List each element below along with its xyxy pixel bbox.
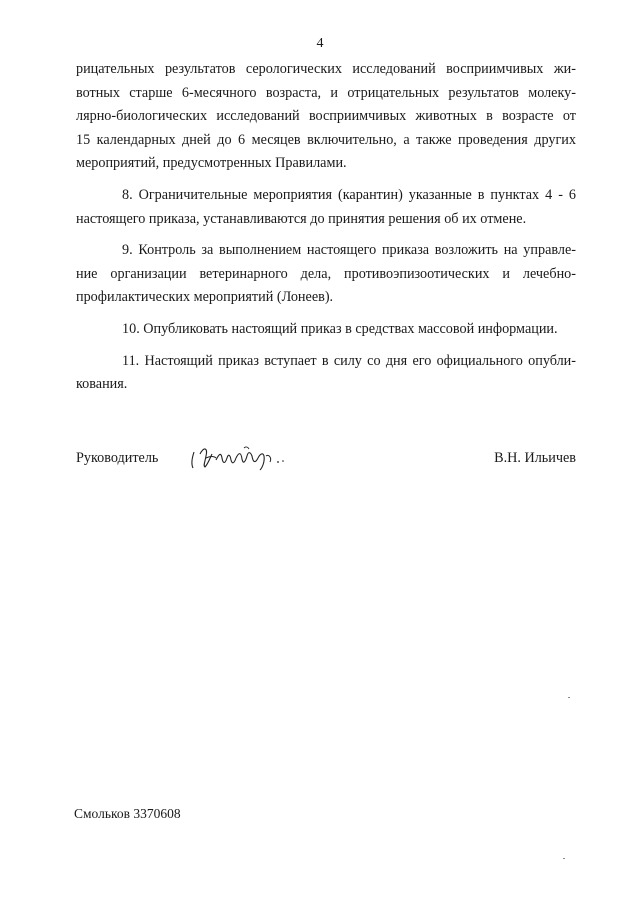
paragraph-7-continuation bbox=[76, 58, 576, 176]
paragraph-9 bbox=[76, 239, 576, 310]
paragraph-10 bbox=[76, 318, 576, 342]
signature-block bbox=[76, 446, 576, 476]
text-line: 9. Контроль за выполнением настоящего приказа возложить на управле- bbox=[122, 242, 576, 259]
text-line: настоящего приказа, устанавливаются до принятия решения об их отмене. bbox=[76, 210, 527, 227]
text-line: профилактических мероприятий (Лонеев). bbox=[76, 289, 334, 306]
signatory-name: В.Н. Ильичев bbox=[494, 450, 576, 466]
executor-footer: Смольков 3370608 bbox=[74, 806, 181, 821]
text-line: рицательных результатов серологических исследований восприимчивых жи- bbox=[76, 61, 576, 77]
handwritten-signature bbox=[186, 440, 296, 474]
text-line: мероприятий, предусмотренных Правилами. bbox=[76, 155, 347, 172]
text-line: кования. bbox=[76, 376, 128, 393]
paragraph-11 bbox=[76, 350, 576, 397]
text-line: 11. Настоящий приказ вступает в силу со дня его официального опубли- bbox=[122, 352, 576, 369]
text-line: 8. Ограничительные мероприятия (карантин) указанные в пунктах 4 - 6 bbox=[122, 186, 576, 203]
text-line: 15 календарных дней до 6 месяцев включительно, а также проведения других bbox=[76, 131, 576, 148]
text-line: лярно-биологических исследований восприимчивых животных в возрасте от bbox=[76, 108, 576, 125]
paragraph-8 bbox=[76, 184, 576, 231]
document-body bbox=[76, 58, 576, 397]
text-line: 10. Опубликовать настоящий приказ в средствах массовой информации. bbox=[122, 320, 558, 337]
signatory-title: Руководитель bbox=[76, 450, 159, 466]
text-line: вотных старше 6-месячного возраста, и отрицательных результатов молеку- bbox=[76, 84, 576, 101]
scan-speck bbox=[563, 858, 565, 859]
page-number: 4 bbox=[316, 36, 324, 51]
scan-speck bbox=[568, 697, 570, 698]
text-line: ние организации ветеринарного дела, противоэпизоотических и лечебно- bbox=[76, 265, 576, 282]
